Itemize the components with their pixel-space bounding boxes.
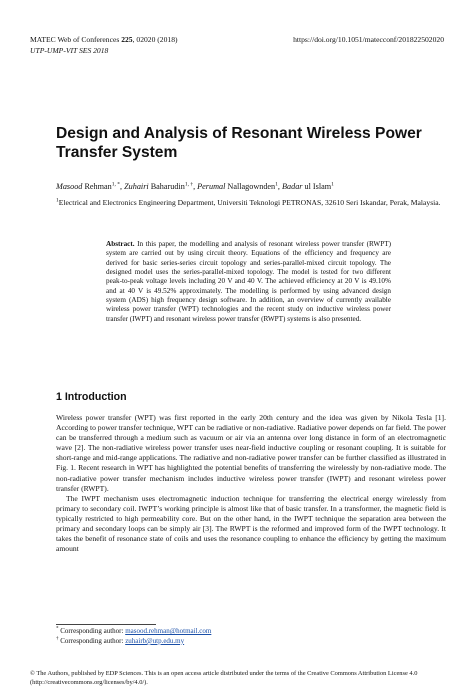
license-notice: © The Authors, published by EDP Sciences. This is an open access article distributed under the terms of the Creative Commons Attribution License 4.0 (http://creativecommons.org/licenses/by/4.0/). [30,670,418,686]
footnote-divider [56,624,156,625]
author-affiliation-mark: 1, * [111,181,120,188]
affiliation [56,198,446,208]
footnote-mark: † [56,636,59,642]
abstract [106,240,391,324]
author-last-name: Baharudin [148,182,185,191]
footnote [56,627,446,637]
author-last-name: ul Islam [302,182,332,191]
author-list: Masood Rehman$^{1, *}$, Zuhairi Baharudin$^{1, \dagger}$, Perumal Nallagownden$^1$, Badar ul Islam$^1$ [56,181,334,191]
author [124,182,193,191]
footnotes [56,627,446,647]
doi-link[interactable]: https://doi.org/10.1051/matecconf/201822502020 [293,35,444,44]
abstract-label: Abstract. [106,240,135,248]
paper-title: Design and Analysis of Resonant Wireless Power Transfer System [56,125,422,161]
section-body [56,413,446,554]
journal-citation [30,34,178,45]
email-link[interactable]: zuhairb@utp.edu.my [125,636,185,645]
affiliation-mark: 1 [56,197,59,204]
author [197,182,278,191]
body-paragraph: The IWPT mechanism uses electromagnetic induction technique for transferring the electrical energy wirelessly from primary to secondary coil. IWPT’s working principle is almost like that of basic transfer. In a transformer, the magnetic field is typically restricted to high permeability core. But on the other hand, in the IWPT technique the separation area between the primary and secondary loops can be simply air [3]. The RWPT is the reformed and improved form of the IWPT technology. It takes the benefit of resonance state of coils and uses the resonance coupling to enhance the efficiency by getting the maximum amount [56,493,446,554]
footnote-label: Corresponding author: [58,627,126,635]
author-first-name: Masood [56,182,83,191]
author-first-name: Badar [282,182,303,191]
section-heading: 1 Introduction [56,391,127,403]
journal-volume: 225 [121,35,133,44]
author-affiliation-mark: 1 [331,181,334,188]
conference-name: UTP-UMP-VIT SES 2018 [30,46,109,55]
footnote-label: Corresponding author: [58,636,126,645]
email-link[interactable]: masood.rehman@hotmail.com [125,627,212,635]
footnote [56,637,446,647]
article-number-year: , 02020 (2018) [132,35,178,44]
author [282,182,334,191]
body-paragraph: Wireless power transfer (WPT) was first reported in the early 20th century and the idea was given by Nikola Tesla [1]. According to power transfer technique, WPT can be radiative or non-radiative. Radiative power depends on far field. The power can be transferred through a medium such as vacuum or air via an antenna over long distance in form of an electromagnetic wave [2]. The non-radiative wireless power transfer uses near-field inductive coupling or resonant coupling. It is suitable for short-range and mid-range applications. The radiative and non-radiative power transfer can be further classified as illustrated in Fig. 1. Recent research in WPT has highlighted the potential benefits of transferring the wirelessly by non-radiative mode. The non-radiative power transfer mechanism includes inductive wireless power transfer (IWPT) and resonant wireless power transfer (RWPT). [56,413,446,493]
author-first-name: Zuhairi [124,182,149,191]
running-header [30,34,444,56]
author [56,182,120,191]
footnote-mark: * [56,626,59,632]
affiliation-text: Electrical and Electronics Engineering Department, Universiti Teknologi PETRONAS, 32610 Seri Iskandar, Perak, Malaysia. [58,198,441,207]
author-last-name: Nallagownden [225,182,276,191]
author-affiliation-mark: 1, † [184,181,194,188]
author-last-name: Rehman [82,182,112,191]
author-affiliation-mark: 1 [275,181,278,188]
journal-name: MATEC Web of Conferences [30,35,122,44]
author-first-name: Perumal [197,182,226,191]
abstract-text: In this paper, the modelling and analysis of resonant wireless power transfer (RWPT) system are carried out by using circuit theory. Equations of the efficiency and frequency are derived for basic series-series circuit topology and series-parallel-mixed circuit topology. The designed model uses the series-parallel-mixed topology. The model is tested for two different peak-to-peak voltage levels including 20 V and 40 V. The achieved efficiency at 20 V is 49.10% and at 40 V is 49.52% approximately. The modelling is performed by using advanced design system (ADS) high frequency design software. In addition, an overview of currently available wireless power transfer (WPT) technologies and the recent study on inductive wireless power transfer (IWPT) and resonant wireless power transfer (RWPT) systems is also presented. [106,240,391,323]
